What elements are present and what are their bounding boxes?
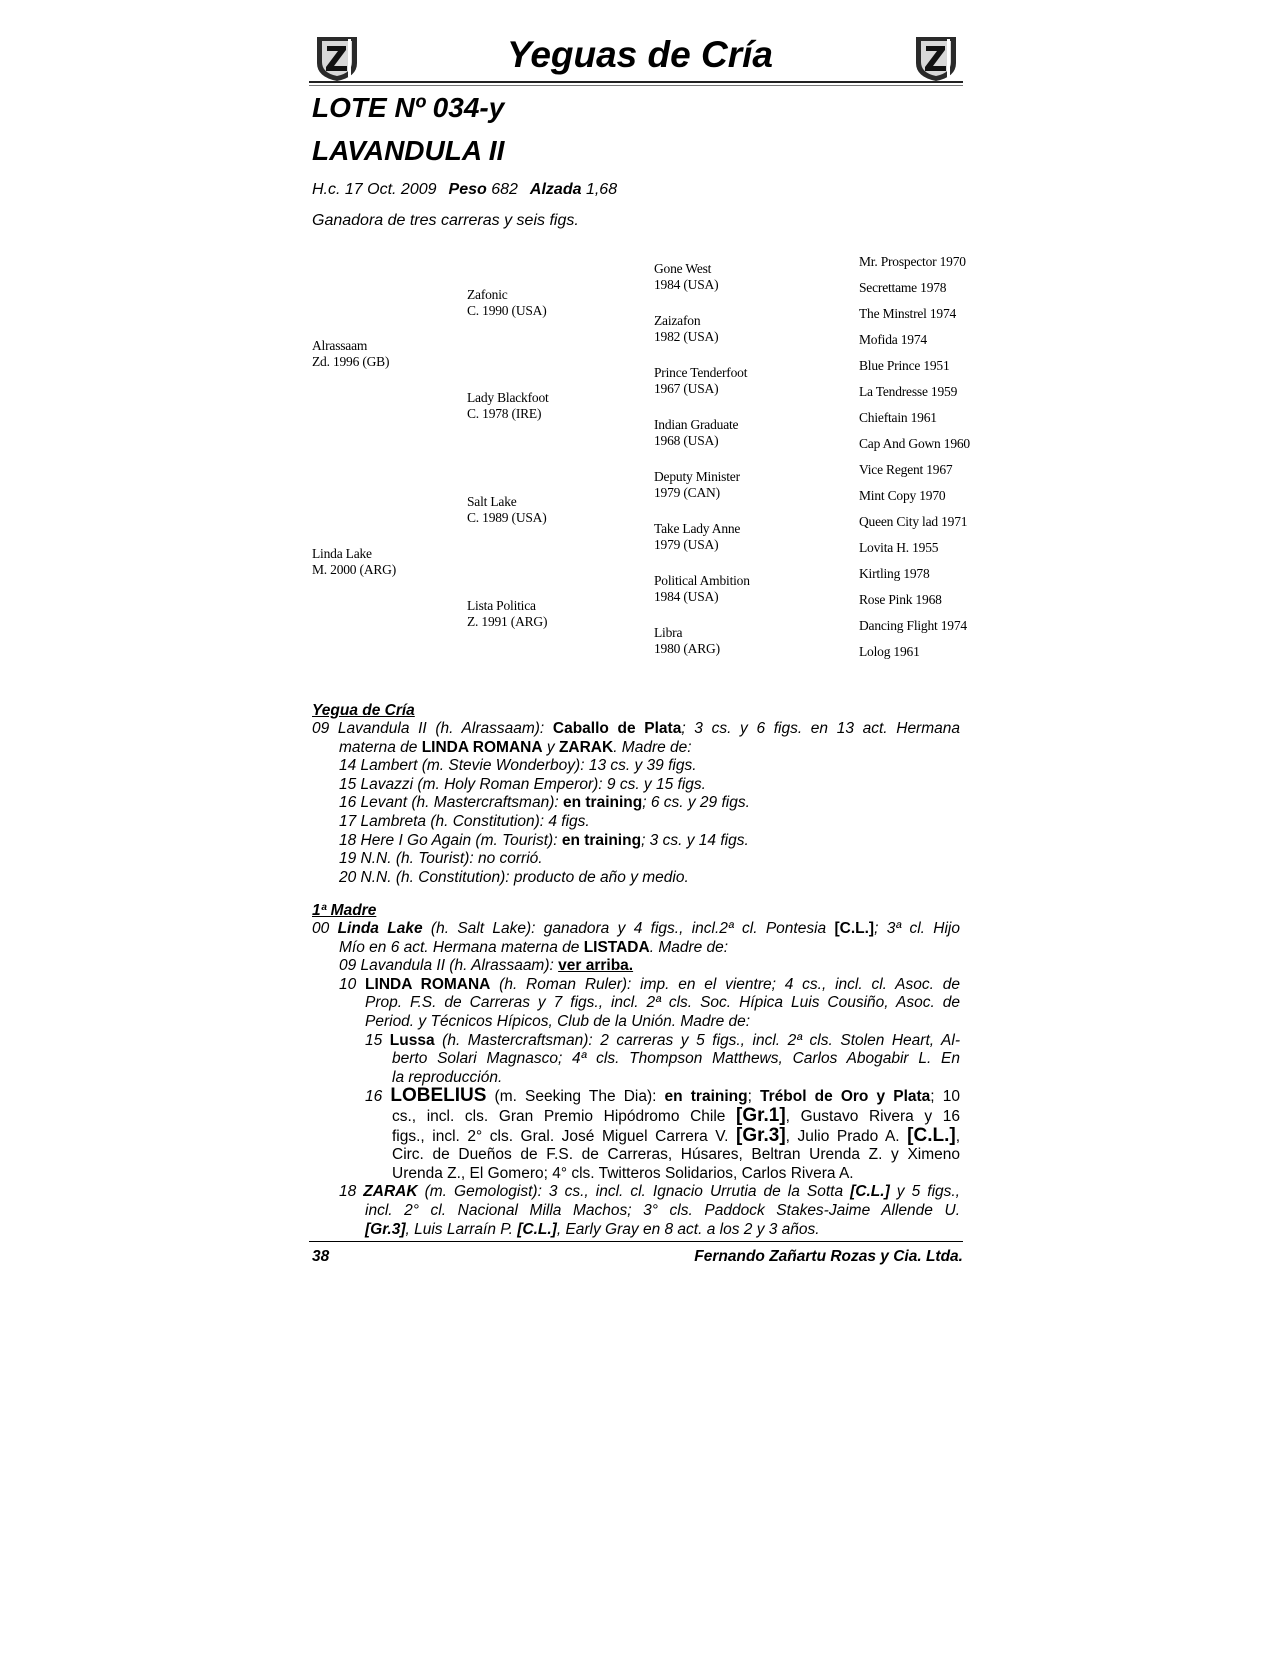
header-rule [309,81,963,83]
pedigree-gen4-entry: Blue Prince 1951 [859,358,950,373]
pedigree-gen4-entry: Rose Pink 1968 [859,592,942,607]
produce-entry: 10 LINDA ROMANA (h. Roman Ruler): imp. en el vientre; 4 cs., incl. cl. Asoc. de [339,975,960,993]
alzada-value: 1,68 [585,181,618,198]
pedigree-gen3-entry: Deputy Minister 1979 (CAN) [654,469,740,500]
produce-entry-cont: Period. y Técnicos Hípicos, Club de la Unión. Madre de: [365,1012,751,1030]
pedigree-gen3-entry: Prince Tenderfoot 1967 (USA) [654,365,748,396]
produce-entry: 20 N.N. (h. Constitution): producto de año y medio. [339,868,689,886]
pedigree-gen3-entry: Libra 1980 (ARG) [654,625,720,656]
lot-number: LOTE Nº 034-y [312,92,505,123]
pedigree-gen4-entry: Lovita H. 1955 [859,540,939,555]
produce-entry: 17 Lambreta (h. Constitution): 4 figs. [339,812,590,830]
madre-line: Mío en 6 act. Hermana materna de LISTADA. Madre de: [339,938,729,956]
race-summary: Ganadora de tres carreras y seis figs. [312,212,579,229]
pedigree-dam: Linda Lake M. 2000 (ARG) [312,546,397,577]
madre-section [312,920,960,1239]
grandproduce-entry-cont: berto Solari Magnasco; 4ª cls. Thompson Matthews, Carlos Abogabir L. En [392,1050,960,1068]
grandproduce-entry-cont: Urenda Z., El Gomero; 4° cls. Twitteros Solidarios, Carlos Rivera A. [392,1164,854,1182]
page-header-title: Yeguas de Cría [507,34,773,75]
grandproduce-entry-cont: la reproducción. [392,1068,503,1086]
horse-description [312,180,617,200]
page-number: 38 [312,1248,330,1265]
section-heading-yegua: Yegua de Cría [312,702,415,719]
pedigree-gen4-entry: Mofida 1974 [859,332,927,347]
pedigree-gen4-entry: Dancing Flight 1974 [859,618,967,633]
pedigree-gen4-entry: Chieftain 1961 [859,410,937,425]
produce-entry: 18 Here I Go Again (m. Tourist): en training; 3 cs. y 14 figs. [339,831,749,849]
pedigree-gen2-entry: Lady Blackfoot C. 1978 (IRE) [467,390,549,421]
produce-entry: 15 Lavazzi (m. Holy Roman Emperor): 9 cs. y 15 figs. [339,775,706,793]
pedigree-sire: Alrassaam Zd. 1996 (GB) [312,338,390,369]
alzada-label: Alzada [529,181,582,198]
pedigree-gen4-entry: Kirtling 1978 [859,566,930,581]
pedigree-gen2-entry: Lista Politica Z. 1991 (ARG) [467,598,548,629]
horse-name: LAVANDULA II [312,135,505,166]
pedigree-gen4-entry: The Minstrel 1974 [859,306,957,321]
madre-line: 00 Linda Lake (h. Salt Lake): ganadora y 4 figs., incl.2ª cl. Pontesia [C.L.]; 3ª cl. Hijo [312,920,960,937]
produce-entry: 18 ZARAK (m. Gemologist): 3 cs., incl. cl. Ignacio Urrutia de la Sotta [C.L.] y 5 figs., [339,1183,960,1201]
pedigree-gen3-entry: Zaizafon 1982 (USA) [654,313,719,344]
produce-entry-cont: Prop. F.S. de Carreras y 7 figs., incl. 2ª cls. Soc. Hípica Luis Cousiño, Asoc. de [365,994,960,1012]
pedigree-gen4-entry: Cap And Gown 1960 [859,436,970,451]
peso-label: Peso [448,181,487,198]
produce-entry-cont: [Gr.3], Luis Larraín P. [C.L.], Early Gray en 8 act. a los 2 y 3 años. [365,1220,820,1238]
produce-entry: 19 N.N. (h. Tourist): no corrió. [339,850,543,868]
birth-info: H.c. 17 Oct. 2009 [312,181,437,198]
pedigree-gen4-entry: Lolog 1961 [859,644,920,659]
grandproduce-entry: 16 LOBELIUS (m. Seeking The Dia): en training; Trébol de Oro y Plata; 10 [365,1085,960,1107]
yegua-line: materna de LINDA ROMANA y ZARAK. Madre de: [339,738,692,756]
pedigree-gen4-entry: La Tendresse 1959 [859,384,958,399]
pedigree-gen4-entry: Mint Copy 1970 [859,488,946,503]
pedigree-gen2-entry: Zafonic C. 1990 (USA) [467,287,547,318]
zanartu-shield-logo-icon [912,33,960,83]
yegua-section [312,720,960,887]
grandproduce-entry-cont: Circ. de Dueños de F.S. de Carreras, Húsares, Beltran Urenda Z. y Ximeno [392,1146,960,1164]
pedigree-gen4-entry: Vice Regent 1967 [859,462,953,477]
pedigree-gen3-entry: Take Lady Anne 1979 (USA) [654,521,741,552]
pedigree-gen4-entry: Mr. Prospector 1970 [859,254,966,269]
publisher-name: Fernando Zañartu Rozas y Cia. Ltda. [694,1248,963,1265]
yegua-line: 09 Lavandula II (h. Alrassaam): Caballo de Plata; 3 cs. y 6 figs. en 13 act. Hermana [312,720,960,737]
footer-rule [309,1241,963,1242]
header-rule-thin [309,85,963,86]
produce-entry: 14 Lambert (m. Stevie Wonderboy): 13 cs. y 39 figs. [339,757,697,775]
grandproduce-entry: 15 Lussa (h. Mastercraftsman): 2 carreras y 5 figs., incl. 2ª cls. Stolen Heart, Al- [365,1031,960,1049]
pedigree-gen4-entry: Secrettame 1978 [859,280,947,295]
pedigree-gen3-entry: Indian Graduate 1968 (USA) [654,417,739,448]
pedigree-gen3-entry: Political Ambition 1984 (USA) [654,573,750,604]
grandproduce-entry-cont: cs., incl. cls. Gran Premio Hipódromo Chile [Gr.1], Gustavo Rivera y 16 [392,1104,960,1126]
pedigree-gen2-entry: Salt Lake C. 1989 (USA) [467,494,547,525]
pedigree-gen3-entry: Gone West 1984 (USA) [654,261,719,292]
grandproduce-entry-cont: figs., incl. 2° cls. Gral. José Miguel Carrera V. [Gr.3], Julio Prado A. [C.L.], [392,1124,961,1146]
produce-entry: 16 Levant (h. Mastercraftsman): en training; 6 cs. y 29 figs. [339,794,750,812]
pedigree-gen4-entry: Queen City lad 1971 [859,514,968,529]
peso-value: 682 [491,181,518,198]
section-heading-madre: 1ª Madre [312,902,377,919]
zanartu-shield-logo-icon [313,33,361,83]
produce-entry-cont: incl. 2° cl. Nacional Milla Machos; 3° cls. Paddock Stakes-Jaime Allende U. [365,1201,960,1219]
produce-entry: 09 Lavandula II (h. Alrassaam): ver arriba. [339,957,634,975]
